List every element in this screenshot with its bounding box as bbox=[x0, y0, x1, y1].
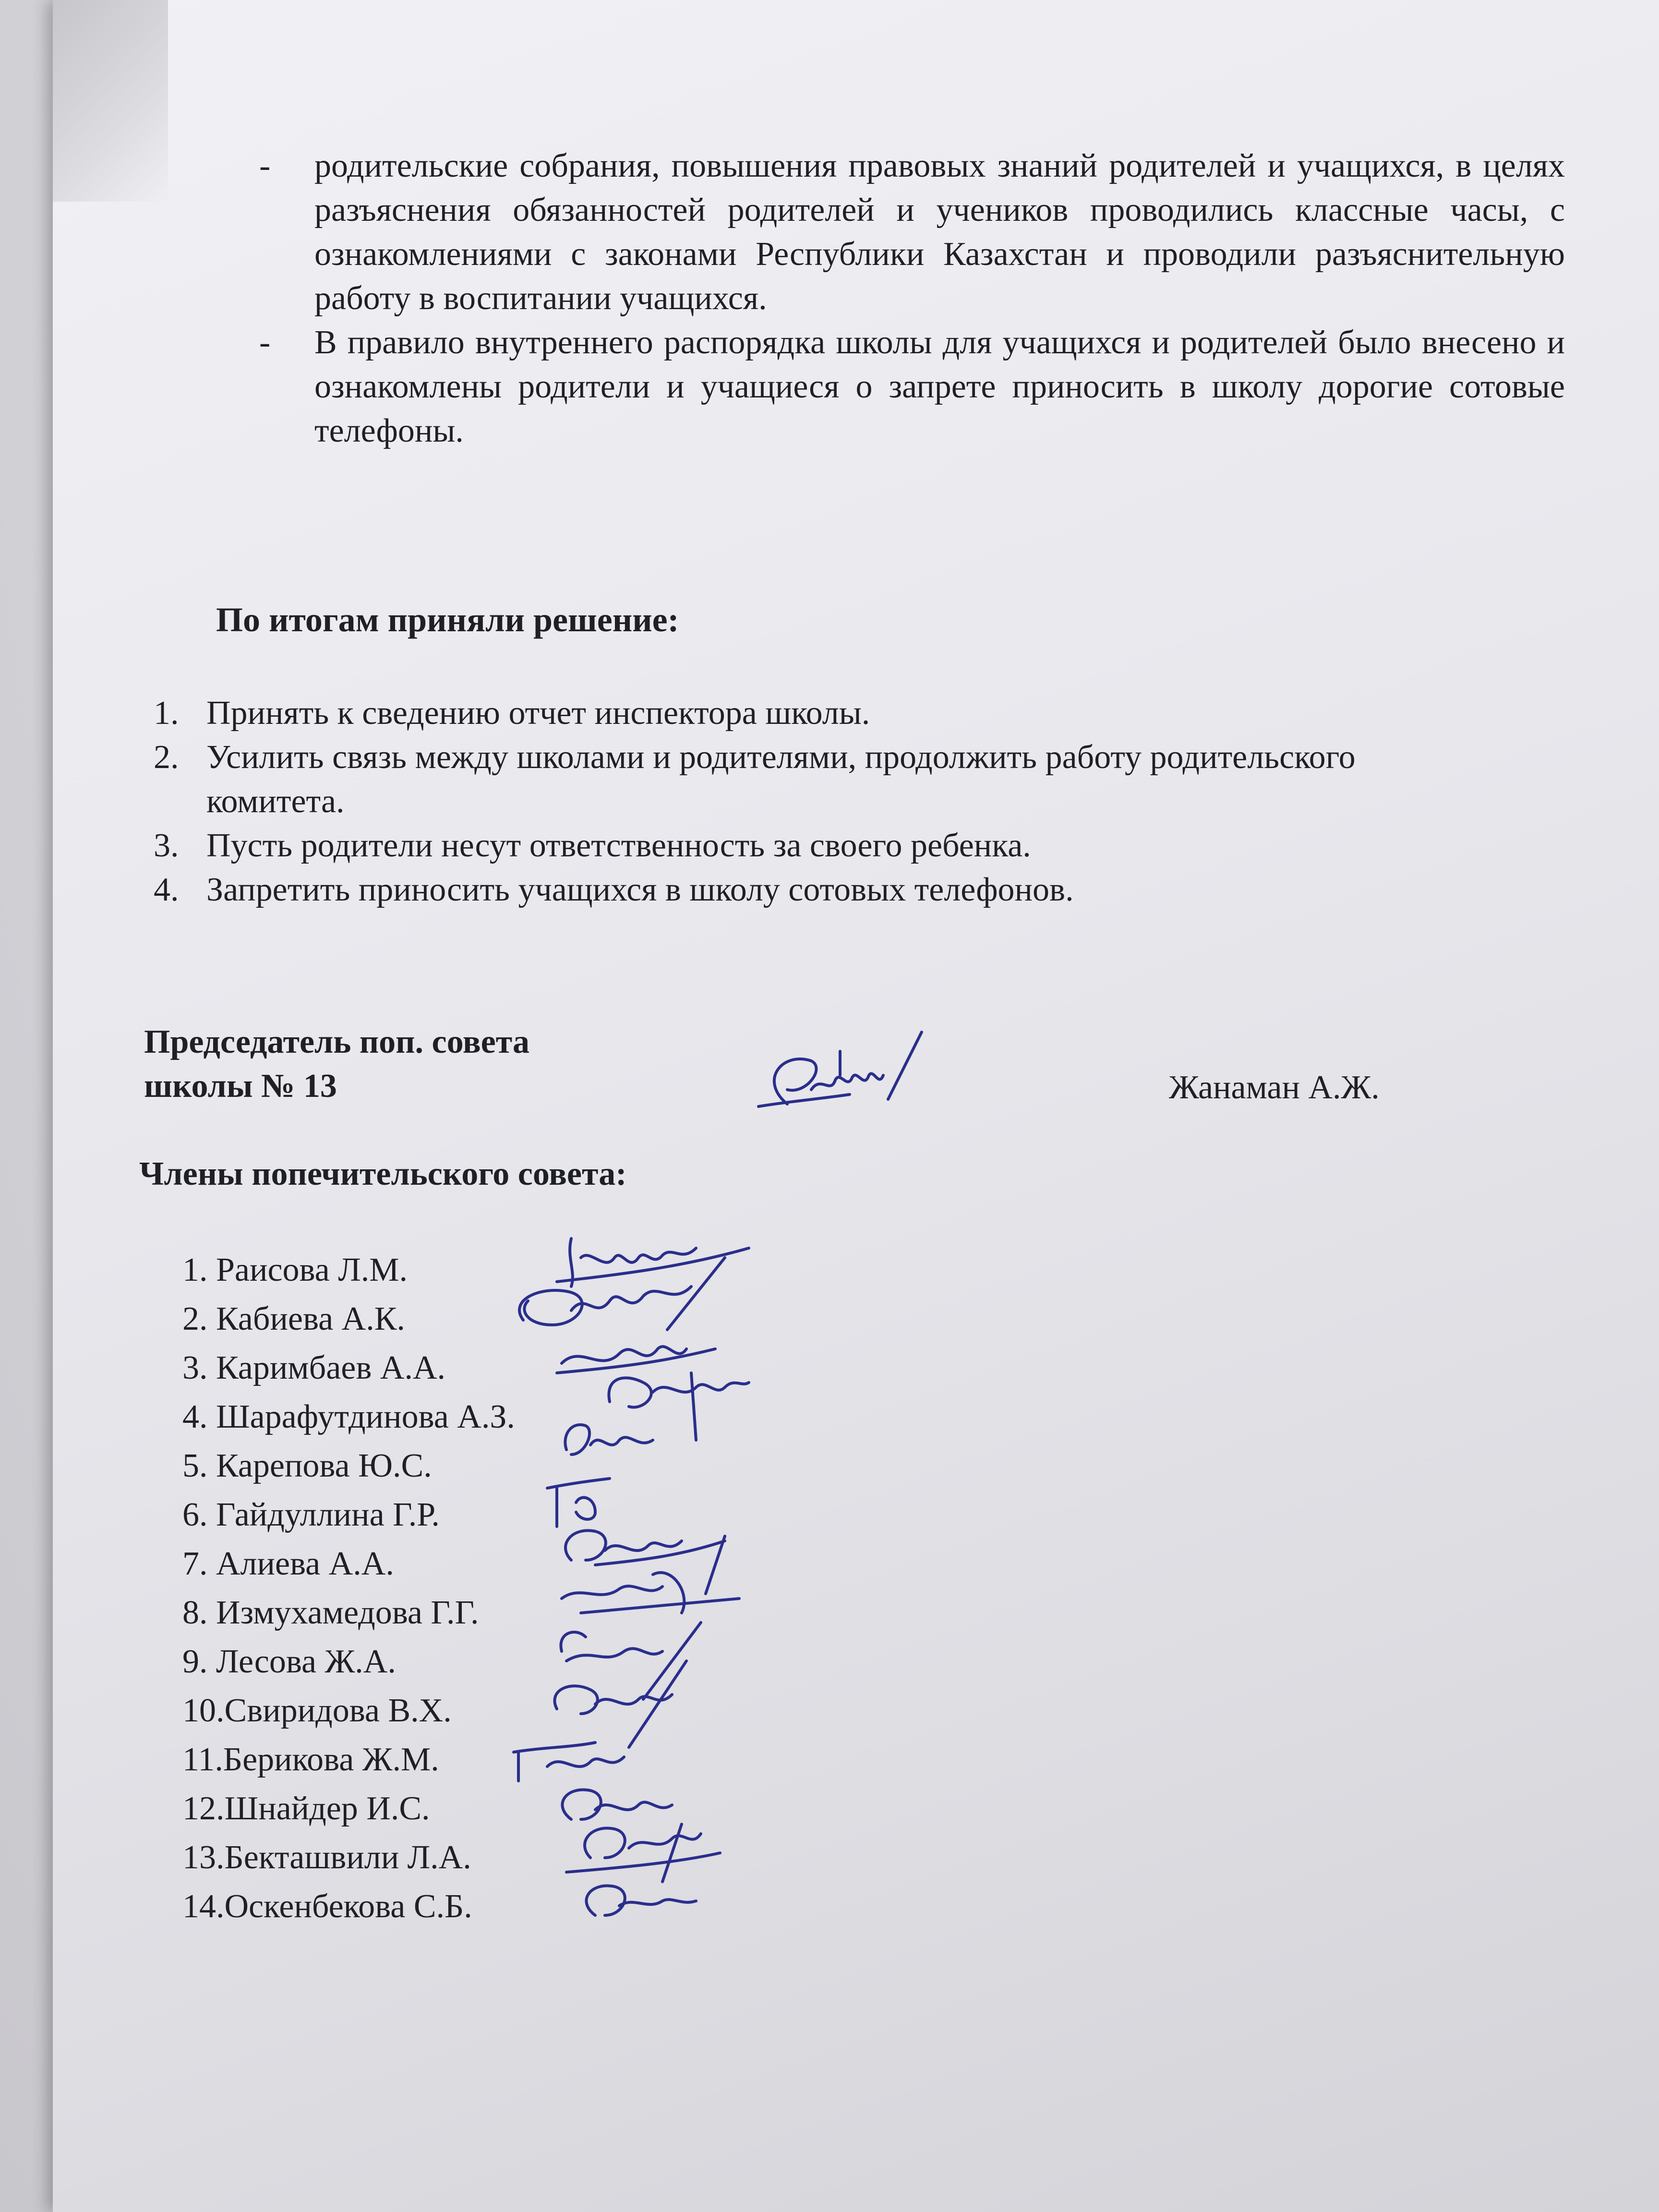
member-item: 2. Кабиева А.К. bbox=[182, 1300, 405, 1337]
bullet-item-1 bbox=[259, 144, 1565, 321]
chair-title-line1: Председатель поп. совета bbox=[144, 1023, 529, 1060]
decision-item bbox=[154, 868, 1440, 912]
member-item: 10.Свиридова В.Х. bbox=[182, 1692, 452, 1729]
member-item: 5. Карепова Ю.С. bbox=[182, 1447, 432, 1484]
decision-number: 3. bbox=[154, 827, 179, 864]
decision-item bbox=[154, 691, 1440, 735]
chair-signature-icon bbox=[730, 1022, 931, 1128]
member-signatures-icon bbox=[499, 1229, 797, 1939]
bullet-item-2 bbox=[259, 321, 1565, 453]
bullet-dash: - bbox=[259, 324, 271, 361]
decision-list bbox=[154, 691, 1440, 912]
member-item: 7. Алиева А.А. bbox=[182, 1545, 394, 1582]
decision-text: Усилить связь между школами и родителями, продолжить работу родительского комитета. bbox=[206, 739, 1356, 820]
bullet-list bbox=[259, 144, 1565, 453]
chair-name: Жанаман А.Ж. bbox=[1169, 1069, 1380, 1106]
decision-text: Пусть родители несут ответственность за своего ребенка. bbox=[206, 827, 1031, 864]
members-heading: Члены попечительского совета: bbox=[139, 1155, 627, 1192]
member-item: 13.Бекташвили Л.А. bbox=[182, 1839, 471, 1876]
member-item: 3. Каримбаев А.А. bbox=[182, 1349, 446, 1386]
member-item: 14.Оскенбекова С.Б. bbox=[182, 1888, 472, 1925]
chair-title bbox=[144, 1020, 529, 1108]
decision-number: 1. bbox=[154, 695, 179, 732]
chair-title-line2: школы № 13 bbox=[144, 1068, 337, 1105]
member-item: 1. Раисова Л.М. bbox=[182, 1251, 408, 1288]
decision-heading: По итогам приняли решение: bbox=[216, 601, 679, 639]
decision-item bbox=[154, 735, 1440, 824]
decision-number: 2. bbox=[154, 739, 179, 776]
member-item: 11.Берикова Ж.М. bbox=[182, 1741, 439, 1778]
decision-number: 4. bbox=[154, 871, 179, 908]
members-list bbox=[182, 1246, 515, 1931]
bullet-dash: - bbox=[259, 147, 271, 184]
member-item: 9. Лесова Ж.А. bbox=[182, 1643, 396, 1680]
member-item: 8. Измухамедова Г.Г. bbox=[182, 1594, 479, 1631]
decision-text: Принять к сведению отчет инспектора школы. bbox=[206, 695, 870, 732]
member-item: 4. Шарафутдинова А.З. bbox=[182, 1398, 515, 1435]
member-item: 12.Шнайдер И.С. bbox=[182, 1790, 430, 1827]
bullet-text: В правило внутреннего распорядка школы для учащихся и родителей было внесено и ознакомлены родители и учащиеся о запрете приносить в школу дорогие сотовые телефоны. bbox=[314, 324, 1565, 449]
page-fold-shadow bbox=[53, 0, 168, 202]
decision-item bbox=[154, 824, 1440, 868]
bullet-text: родительские собрания, повышения правовых знаний родителей и учащихся, в целях разъяснения обязанностей родителей и учеников проводились классные часы, с ознакомлениями с законами Республики Казахстан и проводили разъяснительную работу в воспитании учащихся. bbox=[314, 147, 1565, 317]
decision-text: Запретить приносить учащихся в школу сотовых телефонов. bbox=[206, 871, 1074, 908]
member-item: 6. Гайдуллина Г.Р. bbox=[182, 1496, 440, 1533]
